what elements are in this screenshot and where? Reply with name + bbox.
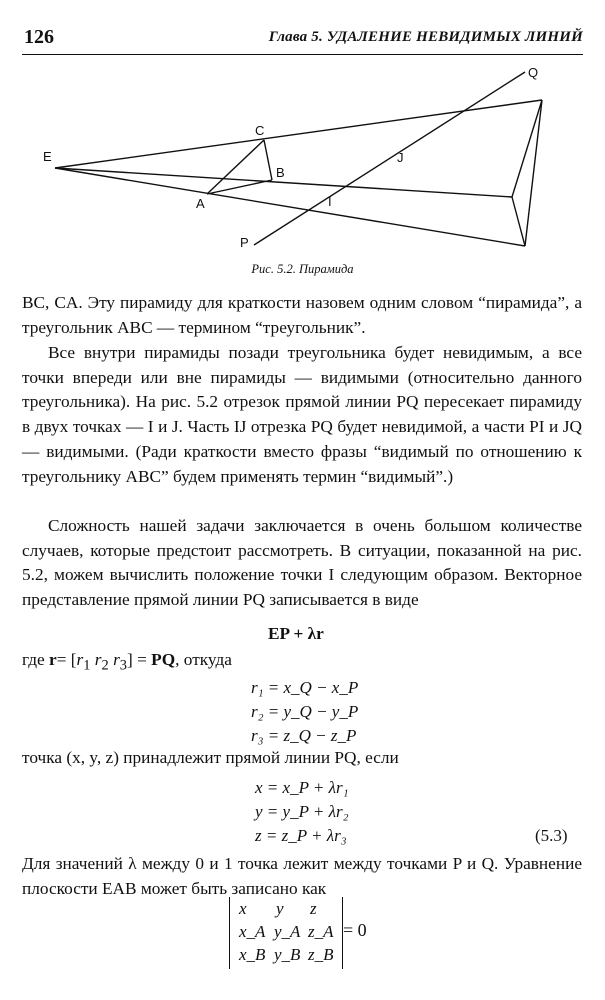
equation-z: z = z_P + λr₃	[255, 826, 347, 845]
label-q: Q	[528, 65, 539, 80]
edge-ca	[207, 140, 264, 194]
edge-e-bottom	[55, 168, 525, 246]
sub-2: 2	[101, 657, 109, 674]
equation-r3: r₃ = z_Q − z_P	[251, 726, 357, 745]
equation-r2: r₂ = y_Q − y_P	[251, 702, 359, 721]
page-header	[24, 26, 583, 52]
det-r3-c3: z_B	[308, 945, 334, 964]
label-j: J	[397, 150, 404, 165]
where-suffix: , откуда	[175, 650, 232, 669]
where-prefix: где	[22, 650, 45, 669]
plane-determinant	[229, 897, 343, 969]
det-r2-c2: y_A	[274, 922, 301, 941]
det-r2-c3: z_A	[308, 922, 334, 941]
where-pq: PQ	[151, 650, 176, 669]
r1-symbol: r	[76, 650, 84, 669]
equation-x: x = x_P + λr₁	[255, 778, 349, 797]
edge-base-top-mid	[512, 100, 542, 197]
segment-pq	[254, 72, 525, 245]
running-title: Глава 5. УДАЛЕНИЕ НЕВИДИМЫХ ЛИНИЙ	[268, 29, 583, 45]
r3-symbol: r	[113, 650, 120, 669]
edge-e-top	[55, 100, 542, 168]
label-c: C	[255, 123, 265, 138]
paragraph-3: Сложность нашей задачи заключается в очень большом количестве случаев, которые предстоит рассмотреть. В ситуации, показанной на рис. 5.2, можем вычислить положение точки I следующим образом. Векторное представление прямой линии PQ записывается в виде	[22, 516, 582, 610]
where-r: r	[49, 650, 57, 669]
vector-equation: EP + λr	[268, 624, 324, 643]
edge-cb	[264, 140, 272, 180]
edge-base-mid-bottom	[512, 197, 525, 246]
edge-base-top-bottom	[525, 100, 542, 246]
det-r2-c1: x_A	[239, 922, 266, 941]
where-mid: = [	[56, 650, 77, 669]
edge-ab	[207, 180, 272, 194]
label-b: B	[276, 165, 285, 180]
label-e: E	[43, 149, 52, 164]
where-line	[22, 650, 232, 674]
determinant-rhs: = 0	[343, 920, 367, 940]
equation-number: (5.3)	[535, 826, 568, 845]
det-r1-c3: z	[310, 899, 317, 918]
label-a: A	[196, 196, 205, 211]
sub-1: 1	[83, 657, 91, 674]
point-condition-text: точка (x, y, z) принадлежит прямой линии PQ, если	[22, 748, 399, 767]
det-r1-c2: y	[276, 899, 284, 918]
figure-caption: Рис. 5.2. Пирамида	[251, 262, 354, 276]
equation-r1: r₁ = x_Q − x_P	[251, 678, 359, 697]
page-number: 126	[24, 26, 54, 48]
det-r3-c2: y_B	[274, 945, 301, 964]
equation-y: y = y_P + λr₂	[255, 802, 349, 821]
label-i: I	[328, 194, 332, 209]
sub-3: 3	[119, 657, 127, 674]
paragraph-1: BC, CA. Эту пирамиду для краткости назовем одним словом “пирамида”, а треугольник ABC — термином “треугольник”.	[22, 293, 582, 337]
where-end: ] =	[127, 650, 147, 669]
pyramid-figure	[0, 60, 605, 260]
paragraph-4: Для значений λ между 0 и 1 точка лежит между точками P и Q. Уравнение плоскости EAB может быть записано как	[22, 854, 582, 898]
r2-symbol: r	[94, 650, 102, 669]
det-r3-c1: x_B	[239, 945, 266, 964]
det-r1-c1: x	[239, 899, 247, 918]
label-p: P	[240, 235, 249, 250]
paragraph-2: Все внутри пирамиды позади треугольника будет невидимым, а все точки впереди или вне пирамиды — видимыми (относительно данного треугольника). На рис. 5.2 отрезок прямой линии PQ пересекает пирамиду в двух точках — I и J. Часть IJ отрезка PQ будет невидимой, а части PI и JQ — видимыми. (Ради краткости вместо фразы “видимый по отношению к треугольнику ABC” будем применять термин “видимый”.)	[22, 343, 582, 486]
header-rule	[22, 54, 583, 55]
